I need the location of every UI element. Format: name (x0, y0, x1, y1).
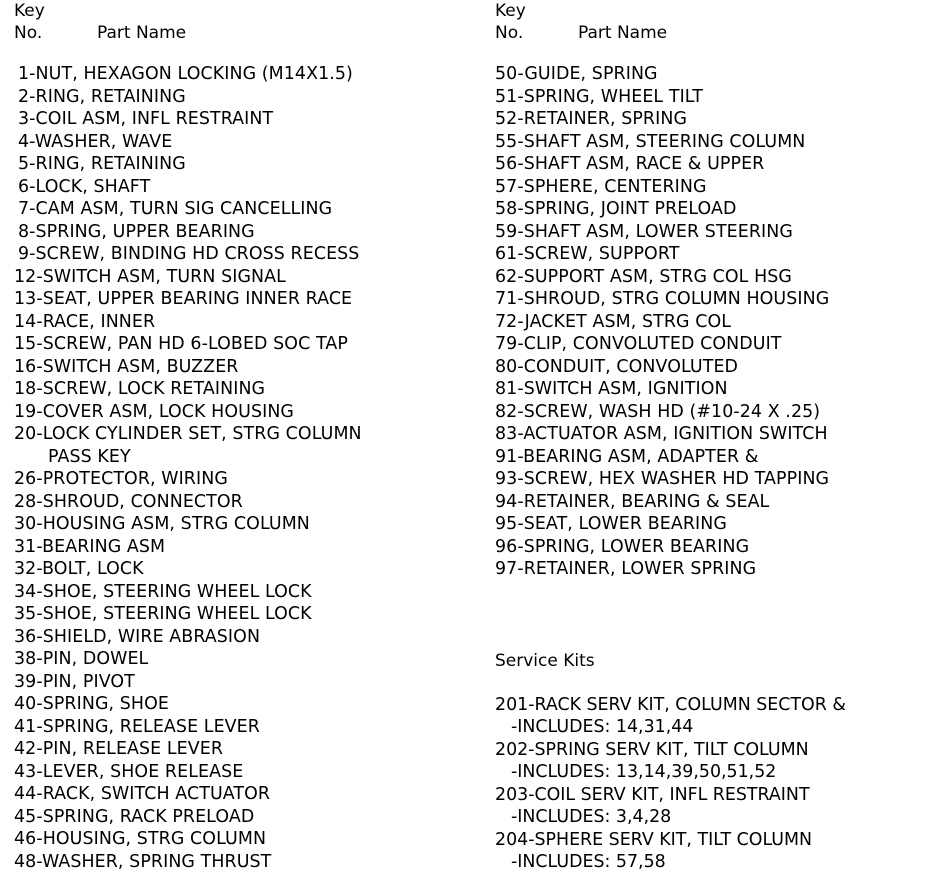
part-list-item: 82-SCREW, WASH HD (#10-24 X .25) (495, 401, 821, 422)
part-list-item: 12-SWITCH ASM, TURN SIGNAL (14, 266, 286, 287)
part-list-item: 81-SWITCH ASM, IGNITION (495, 379, 728, 399)
key-label: Key (14, 1, 45, 21)
part-list-item: 35-SHOE, STEERING WHEEL LOCK (14, 604, 312, 624)
part-list-item: 15-SCREW, PAN HD 6-LOBED SOC TAP (14, 334, 348, 354)
part-list-item: 3-COIL ASM, INFL RESTRAINT (18, 109, 274, 129)
part-list-item: 51-SPRING, WHEEL TILT (495, 86, 703, 107)
part-list-item: 39-PIN, PIVOT (14, 671, 135, 692)
part-name-label: Part Name (578, 23, 668, 43)
part-list-item: 96-SPRING, LOWER BEARING (495, 536, 750, 557)
part-list-item: 80-CONDUIT, CONVOLUTED (495, 356, 739, 377)
part-list-item: 14-RACE, INNER (14, 311, 156, 332)
service-kit-name: 202-SPRING SERV KIT, TILT COLUMN (495, 739, 809, 760)
part-list-item: 6-LOCK, SHAFT (18, 176, 151, 197)
service-kit-name: 204-SPHERE SERV KIT, TILT COLUMN (495, 829, 813, 850)
part-list-item: 32-BOLT, LOCK (14, 559, 144, 579)
right-column (495, 0, 925, 874)
service-kit-name: 201-RACK SERV KIT, COLUMN SECTOR & (495, 694, 846, 715)
part-list-item: 44-RACK, SWITCH ACTUATOR (14, 784, 271, 804)
service-kit-includes: -INCLUDES: 3,4,28 (511, 807, 672, 827)
service-kits-title: Service Kits (495, 650, 595, 671)
part-list-item: 34-SHOE, STEERING WHEEL LOCK (14, 581, 312, 602)
part-list-item: 79-CLIP, CONVOLUTED CONDUIT (495, 334, 782, 354)
part-list-item: 58-SPRING, JOINT PRELOAD (495, 199, 737, 219)
part-list-item: 7-CAM ASM, TURN SIG CANCELLING (18, 199, 333, 219)
service-kit-includes: -INCLUDES: 14,31,44 (511, 717, 694, 737)
part-list-item: 97-RETAINER, LOWER SPRING (495, 559, 757, 579)
left-column (14, 0, 474, 873)
part-list-item: 26-PROTECTOR, WIRING (14, 469, 228, 489)
part-list-item: 42-PIN, RELEASE LEVER (14, 739, 224, 759)
part-list-item: PASS KEY (48, 446, 131, 467)
service-kit-includes: -INCLUDES: 13,14,39,50,51,52 (511, 762, 777, 782)
part-list-item: 72-JACKET ASM, STRG COL (495, 311, 732, 332)
service-kit-includes: -INCLUDES: 57,58 (511, 852, 666, 872)
part-name-label: Part Name (97, 23, 187, 43)
part-list-item: 93-SCREW, HEX WASHER HD TAPPING (495, 469, 830, 489)
part-list-item: 36-SHIELD, WIRE ABRASION (14, 626, 261, 647)
right-parts-list (495, 63, 925, 581)
part-list-item: 50-GUIDE, SPRING (495, 64, 658, 84)
part-list-item: 30-HOUSING ASM, STRG COLUMN (14, 514, 310, 534)
part-list-item: 16-SWITCH ASM, BUZZER (14, 356, 239, 377)
part-list-item: 5-RING, RETAINING (18, 154, 186, 174)
part-list-item: 2-RING, RETAINING (18, 86, 186, 107)
part-list-item: 20-LOCK CYLINDER SET, STRG COLUMN (14, 424, 362, 444)
part-list-item: 57-SPHERE, CENTERING (495, 176, 707, 197)
part-list-item: 94-RETAINER, BEARING & SEAL (495, 491, 770, 512)
part-list-item: 31-BEARING ASM (14, 536, 166, 557)
part-list-item: 13-SEAT, UPPER BEARING INNER RACE (14, 289, 353, 309)
part-list-item: 9-SCREW, BINDING HD CROSS RECESS (18, 244, 360, 264)
part-list-item: 18-SCREW, LOCK RETAINING (14, 379, 266, 399)
part-list-item: 55-SHAFT ASM, STEERING COLUMN (495, 131, 806, 152)
part-list-item: 43-LEVER, SHOE RELEASE (14, 761, 244, 782)
left-header (14, 0, 474, 44)
part-list-item: 83-ACTUATOR ASM, IGNITION SWITCH (495, 424, 828, 444)
part-list-item: 40-SPRING, SHOE (14, 694, 169, 714)
part-list-item: 41-SPRING, RELEASE LEVER (14, 716, 260, 737)
part-list-item: 28-SHROUD, CONNECTOR (14, 491, 243, 512)
part-list-item: 95-SEAT, LOWER BEARING (495, 514, 727, 534)
part-list-item: 56-SHAFT ASM, RACE & UPPER (495, 154, 765, 174)
key-label: Key (495, 1, 526, 21)
part-list-item: 61-SCREW, SUPPORT (495, 244, 680, 264)
part-list-item: 62-SUPPORT ASM, STRG COL HSG (495, 266, 792, 287)
part-list-item: 91-BEARING ASM, ADAPTER & (495, 446, 759, 467)
part-list-item: 19-COVER ASM, LOCK HOUSING (14, 401, 295, 422)
no-label: No. (495, 23, 524, 43)
part-list-item: 48-WASHER, SPRING THRUST (14, 851, 272, 872)
part-list-item: 4-WASHER, WAVE (18, 131, 173, 152)
right-header (495, 0, 925, 44)
part-list-item: 46-HOUSING, STRG COLUMN (14, 829, 267, 849)
no-label: No. (14, 23, 43, 43)
part-list-item: 1-NUT, HEXAGON LOCKING (M14X1.5) (18, 64, 353, 84)
left-parts-list (14, 63, 474, 873)
part-list-item: 8-SPRING, UPPER BEARING (18, 221, 255, 242)
part-list-item: 38-PIN, DOWEL (14, 649, 149, 669)
service-kits-list (495, 694, 925, 874)
part-list-item: 59-SHAFT ASM, LOWER STEERING (495, 221, 793, 242)
part-list-item: 71-SHROUD, STRG COLUMN HOUSING (495, 289, 830, 309)
service-kit-name: 203-COIL SERV KIT, INFL RESTRAINT (495, 784, 810, 805)
part-list-item: 45-SPRING, RACK PRELOAD (14, 806, 255, 827)
part-list-item: 52-RETAINER, SPRING (495, 109, 688, 129)
